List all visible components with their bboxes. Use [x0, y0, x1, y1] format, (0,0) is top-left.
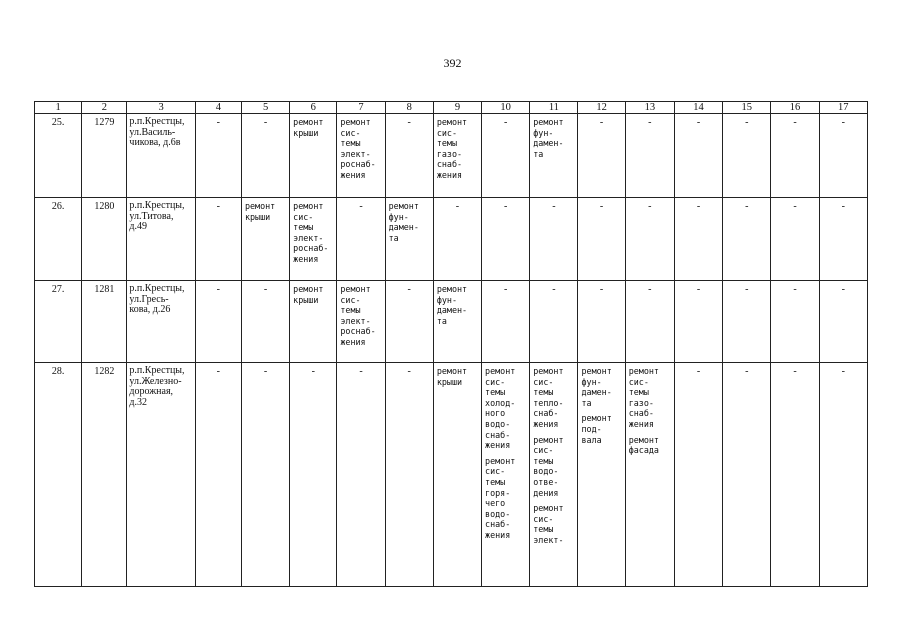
work-cell — [482, 363, 530, 587]
column-header-2: 2 — [82, 102, 127, 114]
empty-work-cell: - — [625, 114, 674, 198]
work-item: ремонт сис- темы тепло- снаб- жения — [533, 366, 564, 429]
row-number: 27. — [35, 281, 82, 363]
work-item: ремонт сис- темы элект- роснаб- жения — [293, 201, 329, 264]
table-row — [35, 363, 868, 587]
empty-work-cell: - — [337, 198, 385, 281]
empty-work-cell: - — [241, 363, 289, 587]
work-item: ремонт сис- темы горя- чего водо- снаб- жения — [485, 455, 516, 540]
column-header-6: 6 — [290, 102, 337, 114]
column-header-4: 4 — [195, 102, 241, 114]
column-header-5: 5 — [241, 102, 289, 114]
table-header — [35, 102, 868, 114]
building-id: 1281 — [82, 281, 127, 363]
empty-work-cell: - — [723, 198, 771, 281]
work-item: ремонт фун- дамен- та — [436, 284, 468, 326]
empty-work-cell: - — [771, 281, 819, 363]
column-header-10: 10 — [482, 102, 530, 114]
table-body — [35, 114, 868, 587]
address-line: р.п.Крестцы, — [129, 116, 185, 127]
work-item: ремонт крыши — [293, 284, 324, 305]
work-cell — [433, 363, 481, 587]
column-header-12: 12 — [578, 102, 625, 114]
empty-work-cell: - — [819, 281, 867, 363]
column-header-13: 13 — [625, 102, 674, 114]
work-item: ремонт под- вала — [581, 413, 612, 445]
row-number: 25. — [35, 114, 82, 198]
work-item: ремонт крыши — [244, 201, 276, 222]
building-id: 1282 — [82, 363, 127, 587]
work-item: ремонт сис- темы газо- снаб- жения — [628, 366, 659, 429]
work-cell — [530, 363, 578, 587]
empty-work-cell: - — [337, 363, 385, 587]
empty-work-cell: - — [625, 281, 674, 363]
empty-work-cell: - — [195, 198, 241, 281]
column-header-8: 8 — [385, 102, 433, 114]
table-row — [35, 281, 868, 363]
address-line: р.п.Крестцы, — [129, 200, 185, 211]
work-item: ремонт крыши — [436, 366, 468, 387]
table-row — [35, 114, 868, 198]
work-item: ремонт фасада — [628, 434, 659, 456]
work-cell — [530, 114, 578, 198]
work-item: ремонт сис- темы элект- роснаб- жения — [340, 117, 376, 180]
empty-work-cell: - — [385, 281, 433, 363]
column-header-16: 16 — [771, 102, 819, 114]
empty-work-cell: - — [674, 363, 722, 587]
address-cell — [127, 198, 195, 281]
address-line: д.32 — [129, 396, 148, 408]
address-cell — [127, 281, 195, 363]
column-header-7: 7 — [337, 102, 385, 114]
empty-work-cell: - — [674, 281, 722, 363]
work-cell — [337, 114, 385, 198]
table-row — [35, 198, 868, 281]
work-cell — [241, 198, 289, 281]
work-cell — [290, 198, 337, 281]
work-item: ремонт фун- дамен- та — [581, 366, 612, 408]
address-line: ул.Василь- — [129, 126, 176, 138]
work-item: ремонт фун- дамен- та — [388, 201, 419, 243]
empty-work-cell: - — [819, 198, 867, 281]
address-line: д.49 — [129, 221, 148, 232]
empty-work-cell: - — [771, 198, 819, 281]
empty-work-cell: - — [290, 363, 337, 587]
work-cell — [385, 198, 433, 281]
address-cell — [127, 114, 195, 198]
empty-work-cell: - — [674, 198, 722, 281]
empty-work-cell: - — [723, 363, 771, 587]
empty-work-cell: - — [771, 363, 819, 587]
empty-work-cell: - — [195, 281, 241, 363]
column-header-3: 3 — [127, 102, 195, 114]
address-line: кова, д.26 — [129, 304, 171, 315]
empty-work-cell: - — [195, 114, 241, 198]
column-header-1: 1 — [35, 102, 82, 114]
work-cell — [337, 281, 385, 363]
work-cell — [578, 363, 625, 587]
work-item: ремонт крыши — [293, 117, 324, 138]
address-line: ул.Гресь- — [129, 293, 169, 305]
empty-work-cell: - — [771, 114, 819, 198]
address-cell — [127, 363, 195, 587]
address-line: р.п.Крестцы, — [129, 283, 185, 294]
work-cell — [433, 281, 481, 363]
work-cell — [290, 114, 337, 198]
empty-work-cell: - — [385, 114, 433, 198]
empty-work-cell: - — [195, 363, 241, 587]
address-line: р.п.Крестцы, — [129, 365, 185, 376]
building-id: 1279 — [82, 114, 127, 198]
work-cell — [625, 363, 674, 587]
work-item: ремонт фун- дамен- та — [533, 117, 564, 159]
empty-work-cell: - — [578, 198, 625, 281]
empty-work-cell: - — [674, 114, 722, 198]
work-item: ремонт сис- темы водо- отве- дения — [533, 434, 564, 498]
address-line: чикова, д.6в — [129, 137, 181, 148]
column-header-15: 15 — [723, 102, 771, 114]
empty-work-cell: - — [723, 114, 771, 198]
column-header-11: 11 — [530, 102, 578, 114]
empty-work-cell: - — [819, 363, 867, 587]
address-line: ул.Железно- — [129, 375, 182, 387]
work-item: ремонт сис- темы газо- снаб- жения — [436, 117, 468, 180]
empty-work-cell: - — [578, 281, 625, 363]
address-line: ул.Титова, — [129, 210, 174, 222]
building-id: 1280 — [82, 198, 127, 281]
work-item: ремонт сис- темы элект- — [533, 503, 564, 545]
empty-work-cell: - — [385, 363, 433, 587]
row-number: 26. — [35, 198, 82, 281]
empty-work-cell: - — [433, 198, 481, 281]
empty-work-cell: - — [241, 281, 289, 363]
row-number: 28. — [35, 363, 82, 587]
page-number: 392 — [443, 56, 462, 70]
empty-work-cell: - — [530, 198, 578, 281]
empty-work-cell: - — [819, 114, 867, 198]
empty-work-cell: - — [482, 198, 530, 281]
column-header-17: 17 — [819, 102, 867, 114]
header-row — [35, 102, 868, 114]
empty-work-cell: - — [625, 198, 674, 281]
empty-work-cell: - — [482, 281, 530, 363]
column-header-9: 9 — [433, 102, 481, 114]
address-line: дорожная, — [129, 386, 174, 397]
empty-work-cell: - — [241, 114, 289, 198]
empty-work-cell: - — [578, 114, 625, 198]
empty-work-cell: - — [530, 281, 578, 363]
work-item: ремонт сис- темы холод- ного водо- снаб- жения — [485, 366, 516, 451]
column-header-14: 14 — [674, 102, 722, 114]
empty-work-cell: - — [482, 114, 530, 198]
repair-schedule-table — [34, 101, 868, 587]
empty-work-cell: - — [723, 281, 771, 363]
work-item: ремонт сис- темы элект- роснаб- жения — [340, 284, 376, 347]
work-cell — [433, 114, 481, 198]
work-cell — [290, 281, 337, 363]
